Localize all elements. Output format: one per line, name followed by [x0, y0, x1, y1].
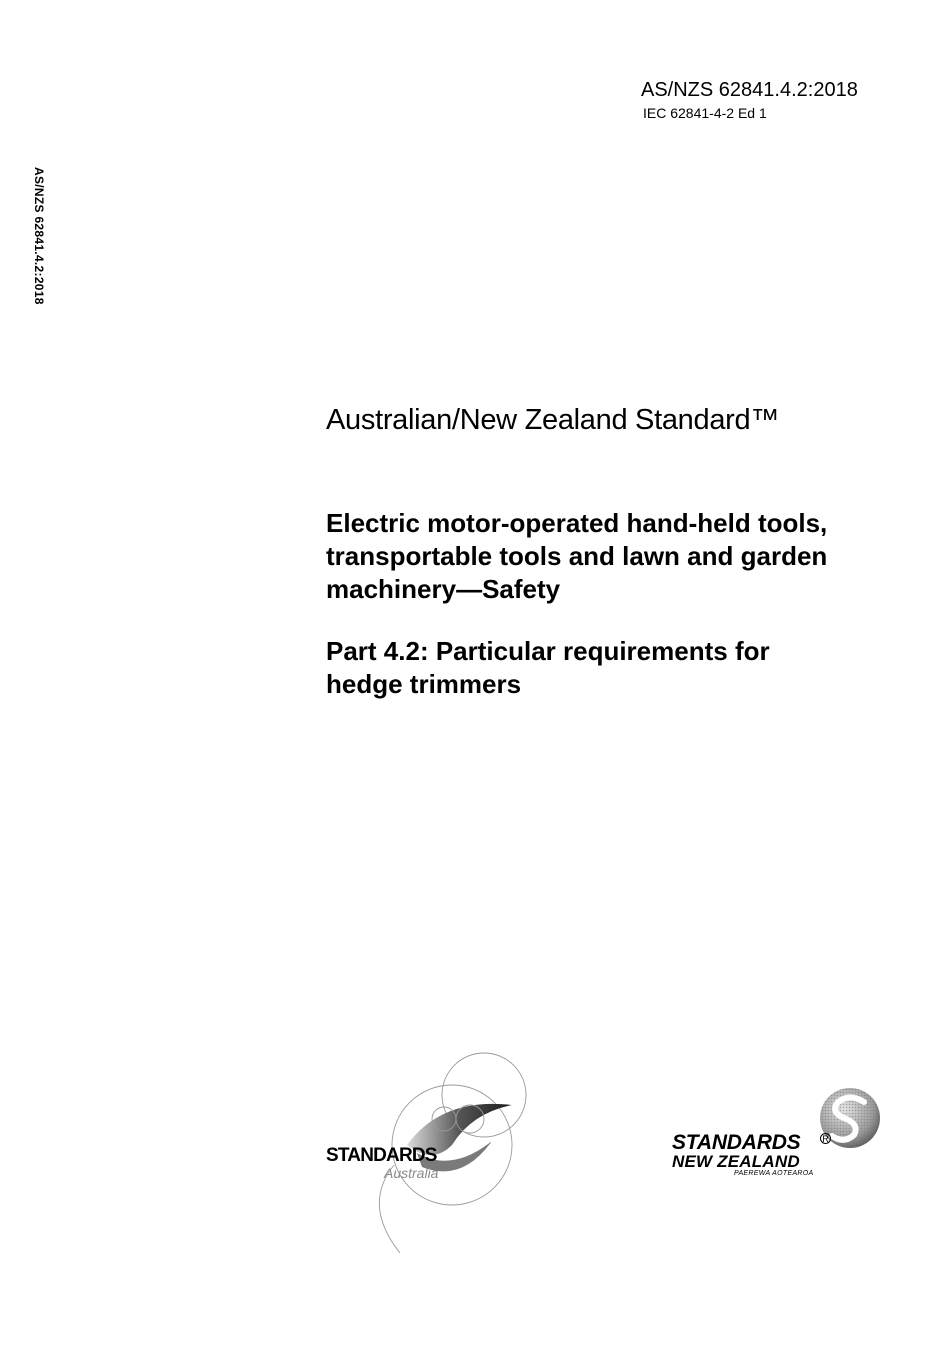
standards-australia-sub: Australia: [384, 1165, 439, 1181]
series-title: Australian/New Zealand Standard™: [326, 404, 780, 436]
part-line: Part 4.2: Particular requirements for: [326, 636, 770, 666]
standards-australia-word: STANDARDS: [326, 1145, 437, 1166]
standard-number: AS/NZS 62841.4.2:2018: [641, 79, 858, 101]
document-title: [326, 507, 926, 606]
iec-reference: IEC 62841-4-2 Ed 1: [643, 105, 767, 121]
part-line: hedge trimmers: [326, 669, 522, 699]
title-line: Electric motor-operated hand-held tools,: [326, 508, 828, 538]
registered-mark-icon: R: [820, 1133, 831, 1144]
title-line: machinery—Safety: [326, 574, 561, 604]
snz-maori-tagline: PAEREWA AOTEAROA: [734, 1170, 814, 1177]
part-title: [326, 635, 926, 701]
snz-new-zealand-word: NEW ZEALAND: [672, 1152, 800, 1171]
spine-standard-number: AS/NZS 62841.4.2:2018: [32, 167, 46, 305]
title-line: transportable tools and lawn and garden: [326, 541, 828, 571]
standards-australia-logo: [322, 1045, 537, 1255]
snz-standards-word: STANDARDS: [672, 1131, 801, 1154]
standards-new-zealand-logo: [668, 1085, 883, 1185]
